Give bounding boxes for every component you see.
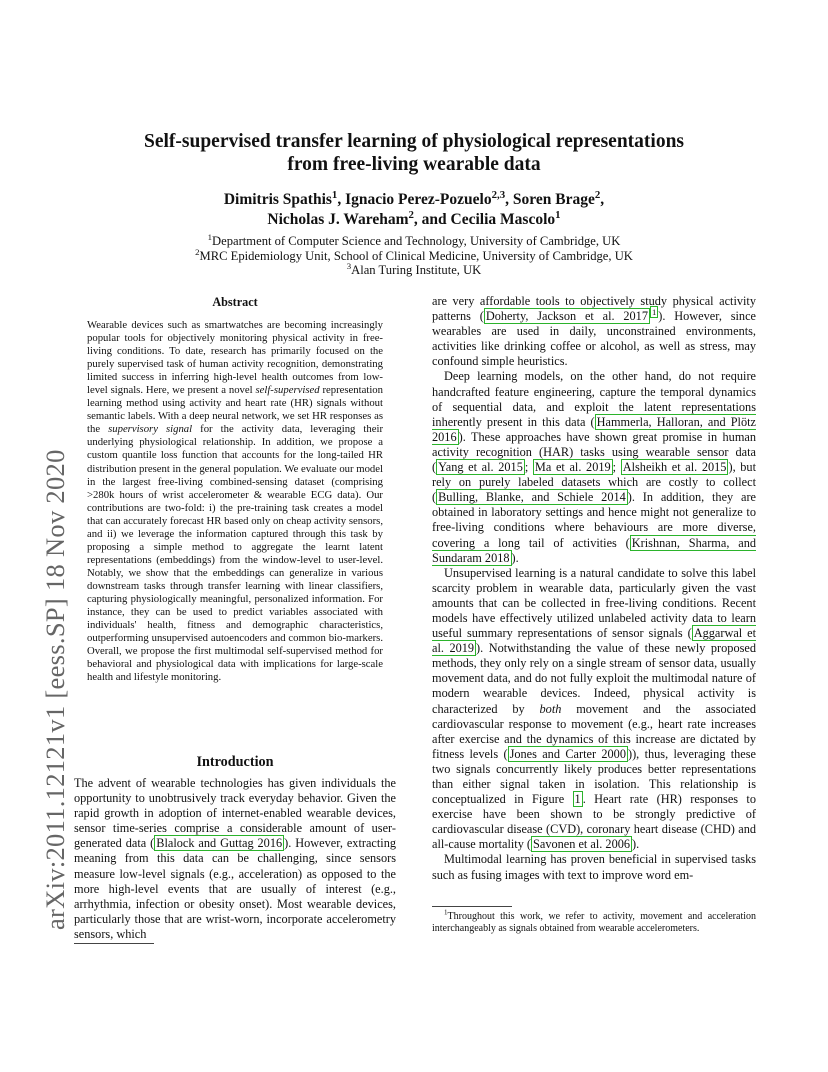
paper-title bbox=[80, 130, 748, 176]
author-affil-sup: 1 bbox=[331, 188, 338, 201]
abstract-body bbox=[87, 319, 383, 684]
title-line-1: Self-supervised transfer learning of physiological representations bbox=[143, 131, 685, 152]
author-line-1: Dimitris Spathis$^1$, Ignacio Perez-Pozuelo$^{2,3}$, Soren Brage$^2$, bbox=[223, 188, 605, 208]
emphasis-text: both bbox=[539, 701, 562, 716]
arxiv-identifier-stamp: arXiv:2011.12121v1 [eess.SP] 18 Nov 2020 bbox=[40, 449, 70, 930]
abstract-text: Wearable devices such as smartwatches are becoming increasingly popular tools for objectively monitoring physical activity in free-living conditions. To date, research has primarily focused on the purely supervised task of human activity recognition, demonstrating limited success in inferring high-level health outcomes from low-level signals. Here, we present a novel bbox=[87, 319, 383, 397]
author-name: Dimitris Spathis bbox=[223, 191, 332, 208]
citation-link[interactable]: Krishnan, Sharma, and Sundaram 2018 bbox=[432, 535, 756, 565]
affiliation-list bbox=[80, 231, 748, 278]
abstract-emphasis: self-supervised bbox=[255, 384, 320, 397]
affiliation-text: Department of Computer Science and Technology, University of Cambridge, UK bbox=[212, 234, 621, 248]
footnote-marker-link[interactable]: 1 bbox=[651, 307, 657, 317]
footnote-body: Throughout this work, we refer to activity, movement and acceleration interchangeably as signals obtained from wearable accelerometers. bbox=[432, 911, 756, 935]
paragraph-text: are very affordable tools to objectively study physical activity patterns ( bbox=[432, 294, 756, 324]
footnote-marker: 1 bbox=[444, 908, 448, 917]
footnote-rule bbox=[74, 943, 154, 944]
paragraph-text: ). These approaches have shown great promise in human activity recognition (HAR) tasks using wearable sensor data ( bbox=[432, 429, 756, 475]
paragraph: Multimodal learning has proven beneficial in supervised tasks such as fusing images with text to improve word em- bbox=[432, 852, 756, 882]
affiliation-sup: 3 bbox=[346, 260, 352, 271]
author-name: Cecilia Mascolo bbox=[450, 211, 556, 228]
figure-reference-link[interactable]: 1 bbox=[574, 792, 581, 807]
paragraph-text: ). bbox=[511, 550, 519, 565]
paragraph-text: ). Notwithstanding the value of these newly proposed methods, they only rely on a single stream of sensor data, usually movement data, and do not fully exploit the multimodal nature of modern wearable devices. Indeed, physical activity is characterized by bbox=[432, 641, 756, 716]
affiliation-sup: 1 bbox=[207, 231, 213, 242]
paragraph-text: ). However, since wearables are used in daily, unconstrained environments, activities like drinking coffee or alcohol, as well as stress, may confound simple heuristics. bbox=[432, 309, 756, 369]
citation-link[interactable]: Doherty, Jackson et al. 2017 bbox=[485, 309, 648, 324]
author-conjunction: and bbox=[421, 211, 447, 228]
paragraph-text: ; bbox=[524, 460, 533, 475]
paragraph-text: ), but rely on purely labeled datasets which are costly to collect ( bbox=[432, 460, 756, 505]
introduction-left-column bbox=[74, 776, 396, 942]
citation-link[interactable]: Jones and Carter 2000 bbox=[509, 746, 626, 761]
paragraph-text: The advent of wearable technologies has given individuals the opportunity to unobtrusively track everyday behavior. Given the rapid growth in adoption of internet-enabled wearable devices, sensor time-series comprise a considerable amount of user-generated data ( bbox=[74, 776, 396, 851]
affiliation bbox=[80, 260, 748, 278]
author-affil-sup: 2 bbox=[408, 208, 414, 221]
author-name: Nicholas J. Wareham bbox=[267, 211, 409, 228]
footnote bbox=[432, 908, 756, 935]
author-affil-sup: 2,3 bbox=[491, 188, 506, 201]
citation-link[interactable]: Hammerla, Halloran, and Plötz 2016 bbox=[432, 414, 756, 444]
paragraph-text: movement and the associated cardiovascular response to movement (e.g., heart rate increases after exercise and the dynamics of this increase are dictated by fitness levels ( bbox=[432, 701, 756, 761]
citation-link[interactable]: Savonen et al. 2006 bbox=[533, 837, 631, 852]
author-name: Ignacio Perez-Pozuelo bbox=[345, 191, 492, 208]
citation-link[interactable]: Yang et al. 2015 bbox=[438, 460, 523, 475]
author-line-2: Nicholas J. Wareham$^2$, and Cecilia Mascolo$^1$ bbox=[267, 208, 561, 228]
author-affil-sup: 2 bbox=[594, 188, 601, 201]
paragraph bbox=[432, 294, 756, 369]
abstract-emphasis: supervisory signal bbox=[108, 423, 193, 436]
paragraph bbox=[74, 776, 396, 942]
abstract-text: representation learning method using activity and heart rate (HR) signals without semantic labels. With a deep neural network, we set HR responses as the bbox=[87, 384, 383, 436]
footnote-text bbox=[432, 908, 756, 935]
abstract-text: for the activity data, leveraging their underlying physiological relationship. In addition, we propose a custom quantile loss function that accounts for the long-tailed HR distribution present in the general population. We evaluate our model in the largest free-living combined-sensing dataset (comprising >280k hours of wrist accelerometer & wearable ECG data). Our contributions are two-fold: i) the pre-training task creates a model that can accurately forecast HR based only on cheap activity sensors, and ii) we leverage the information captured through this task by proposing a simple method to aggregate the learnt latent representations (embeddings) from the window-level to user-level. Notably, we show that the embeddings can generalize in various downstream tasks through transfer learning with linear classifiers, capturing physiologically meaningful, personalized information. For instance, they can be used to predict variables associated with individuals' health, fitness and demographic characteristics, outperforming unsupervised autoencoders and common bio-markers. Overall, we propose the first multimodal self-supervised method for behavioral and physiological data with implications for large-scale health and lifestyle monitoring. bbox=[87, 423, 384, 684]
paragraph-text: Deep learning models, on the other hand, do not require handcrafted feature engineering, capture the temporal dynamics of sequential data, and exploit the latent representations inherently present in this data ( bbox=[432, 369, 756, 429]
citation-link[interactable]: Ma et al. 2019 bbox=[534, 460, 611, 475]
paragraph-text: ). In addition, they are obtained in laboratory settings and hence might not generalize to free-living conditions where behaviours are more diverse, covering a long tail of activities ( bbox=[432, 490, 756, 550]
abstract-heading: Abstract bbox=[212, 295, 258, 309]
affiliation-text: MRC Epidemiology Unit, School of Clinical Medicine, University of Cambridge, UK bbox=[199, 248, 633, 263]
paragraph-text: Unsupervised learning is a natural candidate to solve this label scarcity problem in wearable data, particularly given the vast amounts that can be collected in free-living conditions. Recent models have effectively utilized unlabeled activity data to learn useful summary representations of sensor signals ( bbox=[432, 565, 756, 641]
paragraph-text: ; bbox=[612, 460, 621, 475]
footnote-rule bbox=[432, 906, 512, 907]
paragraph bbox=[432, 566, 756, 853]
citation-link[interactable]: Bulling, Blanke, and Schiele 2014 bbox=[438, 490, 626, 505]
author-name: Soren Brage bbox=[512, 191, 595, 208]
paragraph-text: )), thus, leveraging these two signals concurrently likely produces better representations than either signal taken in isolation. This relationship is conceptualized in Figure bbox=[432, 746, 756, 807]
affiliation-sup: 2 bbox=[195, 246, 200, 257]
affiliation-text: Alan Turing Institute, UK bbox=[351, 263, 482, 277]
introduction-right-column bbox=[432, 294, 756, 883]
paragraph-text: ). bbox=[632, 837, 640, 852]
introduction-heading: Introduction bbox=[196, 754, 274, 770]
affiliation bbox=[80, 246, 748, 264]
author-list bbox=[80, 190, 748, 230]
citation-link[interactable]: Aggarwal et al. 2019 bbox=[432, 626, 757, 656]
paragraph-text: ). However, extracting meaning from this data can be challenging, since sensors measure low-level signals (e.g., acceleration) as opposed to the more high-level events that are usually of interest (e.g., arrhythmia, infection or obesity onset). Most wearable devices, particularly those that are wrist-worn, incorporate accelerometry sensors, which bbox=[74, 836, 396, 941]
author-affil-sup: 1 bbox=[555, 208, 561, 221]
paragraph-text: . Heart rate (HR) responses to exercise have been shown to be strongly predictive of cardiovascular disease (CVD), coronary heart disease (CHD) and all-cause mortality ( bbox=[432, 792, 756, 852]
affiliation bbox=[80, 231, 748, 249]
title-line-2: from free-living wearable data bbox=[287, 154, 541, 175]
citation-link[interactable]: Blalock and Guttag 2016 bbox=[156, 836, 283, 851]
paragraph bbox=[432, 369, 756, 565]
citation-link[interactable]: Alsheikh et al. 2015 bbox=[622, 460, 727, 475]
